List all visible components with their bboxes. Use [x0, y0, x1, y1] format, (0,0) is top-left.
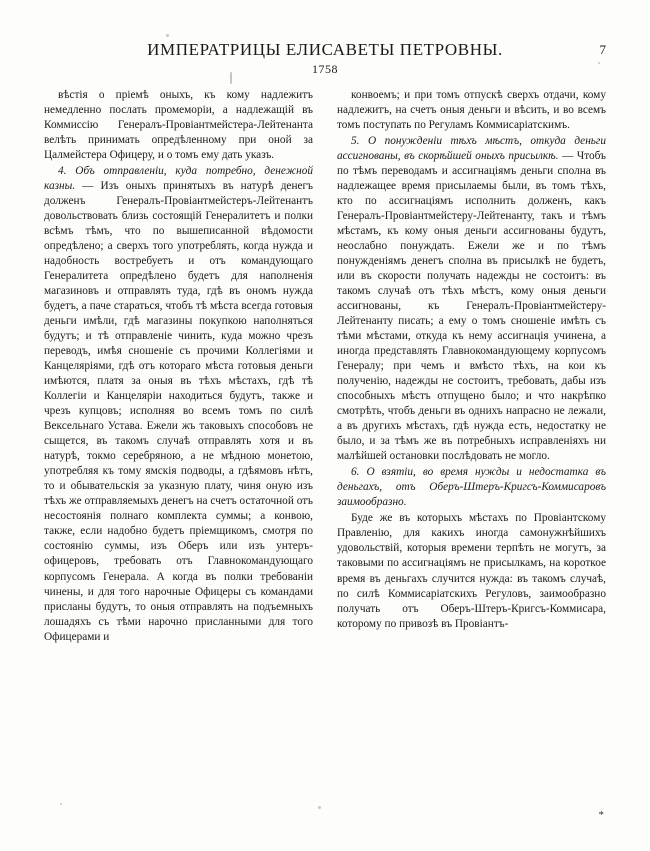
- section-4-body: — Изъ оныхъ принятыхъ въ натурѣ денегъ долженъ Генералъ-Провіантмейстеръ-Лейтенантъ довольствовать близь состоящій Генералитетъ и полки всѣмъ тѣмъ, что по вышеписанной вѣдомости опредѣлено; а сверхъ того употреблять, когда нужда и надобность востребуетъ и отъ командующаго Генералитета опредѣлено будетъ для наполненія магазиновъ и отправлять туда, гдѣ въ ономъ нужда будетъ, а паче стараться, чтобъ тѣ мѣста всегда готовыя деньги имѣли, гдѣ магазины покупкою наполняться будутъ; и тѣ отправленіе чинить, куда можно чрезъ переводъ, имѣя сношеніе съ прочими Коллегіями и Канцеляріями, гдѣ отъ котораго мѣста готовыя деньги имѣются, платя за оныя въ тѣхъ мѣстахъ, гдѣ тѣ Коллегіи и Канцеляріи находиться будутъ, также и чрезъ купцовъ; исполняя во всемъ томъ по силѣ Вексельнаго Устава. Ежели жъ таковыхъ способовъ не сыщется, въ такомъ случаѣ отправлять хотя и въ натурѣ, токмо серебряною, а не мѣдною монетою, употребляя къ тому ямскія подводы, а гдѣямовъ нѣтъ, то и обывательскія за указную плату, чиня оную изъ тѣхъ же отправляемыхъ денегъ на счетъ остаточной отъ несостоянія полнаго комплекта суммы; а конвою, также, если надобно будетъ пріемщикомъ, смотря по состоянію суммы, изъ Оберъ или изъ унтеръ-офицеровъ, требовать отъ Главнокомандующаго корпусомъ Генерала. А когда въ полки требованіи чинены, и для того нарочные Офицеры съ командами присланы будутъ, то оныя отправлять на подъемныхъ лошадяхъ съ тѣми нарочно присланными для того Офицерами и: [44, 180, 313, 643]
- paragraph-section-5: [337, 134, 606, 464]
- paper-speck-5: [60, 803, 62, 805]
- year-label: 1758: [312, 62, 338, 76]
- paragraph-intro-right: конвоемъ; и при томъ отпускѣ сверхъ отдачи, кому надлежитъ, на счетъ оныя деньги и вѣсить, и во всемъ томъ поступать по Регуламъ Коммисаріатскимъ.: [337, 89, 606, 132]
- paragraph-section-4: [44, 164, 313, 645]
- paragraph-section-6-body: Буде же въ которыхъ мѣстахъ по Провіантскому Правленію, для какихъ иногда самонужнѣйшихъ удовольствій, которыя времени терпѣть не могутъ, за таковыми по ассигнаціямъ не присылкамъ, на короткое время въ деньгахъ случится нужда: въ такомъ случаѣ, по силѣ Коммисаріатскихъ Регуловъ, заимообразно получать отъ Оберъ-Штеръ-Кригсъ-Коммисара, которому по привозѣ въ Провіантъ-: [337, 512, 606, 630]
- section-4-heading: 4. Объ отправленіи, куда потребно, денежной казны.: [44, 165, 313, 193]
- left-column: [44, 88, 313, 798]
- sheet-signature-marker: *: [598, 809, 604, 821]
- paragraph-intro-left: вѣстія о пріемѣ оныхъ, къ кому надлежитъ немедленно послать промеморіи, а надлежащій въ Коммиссію Генералъ-Провіантмейстера-Лейтенанта велѣть принимать опредѣленному при оной за Цалмейстера Офицеру, и о томъ ему дать указъ.: [44, 89, 313, 162]
- paper-speck-2: [166, 34, 169, 37]
- page-number: 7: [599, 42, 606, 57]
- text-columns: [44, 88, 606, 798]
- page-header: [0, 40, 650, 60]
- section-5-heading: 5. О понужденіи тѣхъ мѣстъ, откуда деньги ассигнованы, въ скорѣйшей оныхъ присылкѣ.: [337, 135, 606, 163]
- paper-speck-4: [318, 806, 321, 809]
- section-5-body: — Чтобъ по тѣмъ переводамъ и ассигнаціямъ деньги сполна въ надлежащее время присылаемы были, въ томъ тѣхъ, кто по ассигнаціямъ исполнить долженъ, какъ Генералъ-Провіантмейстеру-Лейтенанту, такъ и тѣмъ мѣстамъ, къ кому оныя деньги ассигнованы будутъ, неослабно понуждать. Ежели же и по тѣмъ понужденіямъ денегъ сполна въ присылкѣ не будетъ, или въ скорости получать надежды не состоитъ: въ такомъ случаѣ отъ тѣхъ мѣстъ, кому оныя деньги ассигнованы, къ Генералъ-Провіантмейстеру-Лейтенанту писать; а ему о томъ сношеніе имѣть съ тѣми мѣстами, откуда къ нему ассигнація учинена, а иногда представлять Главнокомандующему корпусомъ Генералу; при чемъ и вмѣсто тѣхъ, на кои къ полученію, надежды не состоитъ, требовать, дабы изъ способныхъ мѣстъ отпущено было; и что накрѣпко смотрѣть, чтобъ деньги въ однихъ напрасно не лежали, а въ другихъ мѣстахъ, гдѣ нужда есть, недостатку не было, и за тѣмъ же въ потребныхъ исправленіяхъ ни малѣйшей остановки послѣдовать не могло.: [337, 150, 606, 463]
- paper-speck-3: [598, 62, 600, 64]
- section-6-heading: 6. О взятіи, во время нужды и недостатка въ деньгахъ, отъ Оберъ-Штеръ-Кригсъ-Коммисаровъ заимообразно.: [337, 466, 606, 509]
- paper-speck-1: [230, 72, 232, 84]
- paragraph-section-6-heading: [337, 465, 606, 510]
- page-title: ИМПЕРАТРИЦЫ ЕЛИСАВЕТЫ ПЕТРОВНЫ.: [147, 40, 503, 59]
- right-column: [337, 88, 606, 798]
